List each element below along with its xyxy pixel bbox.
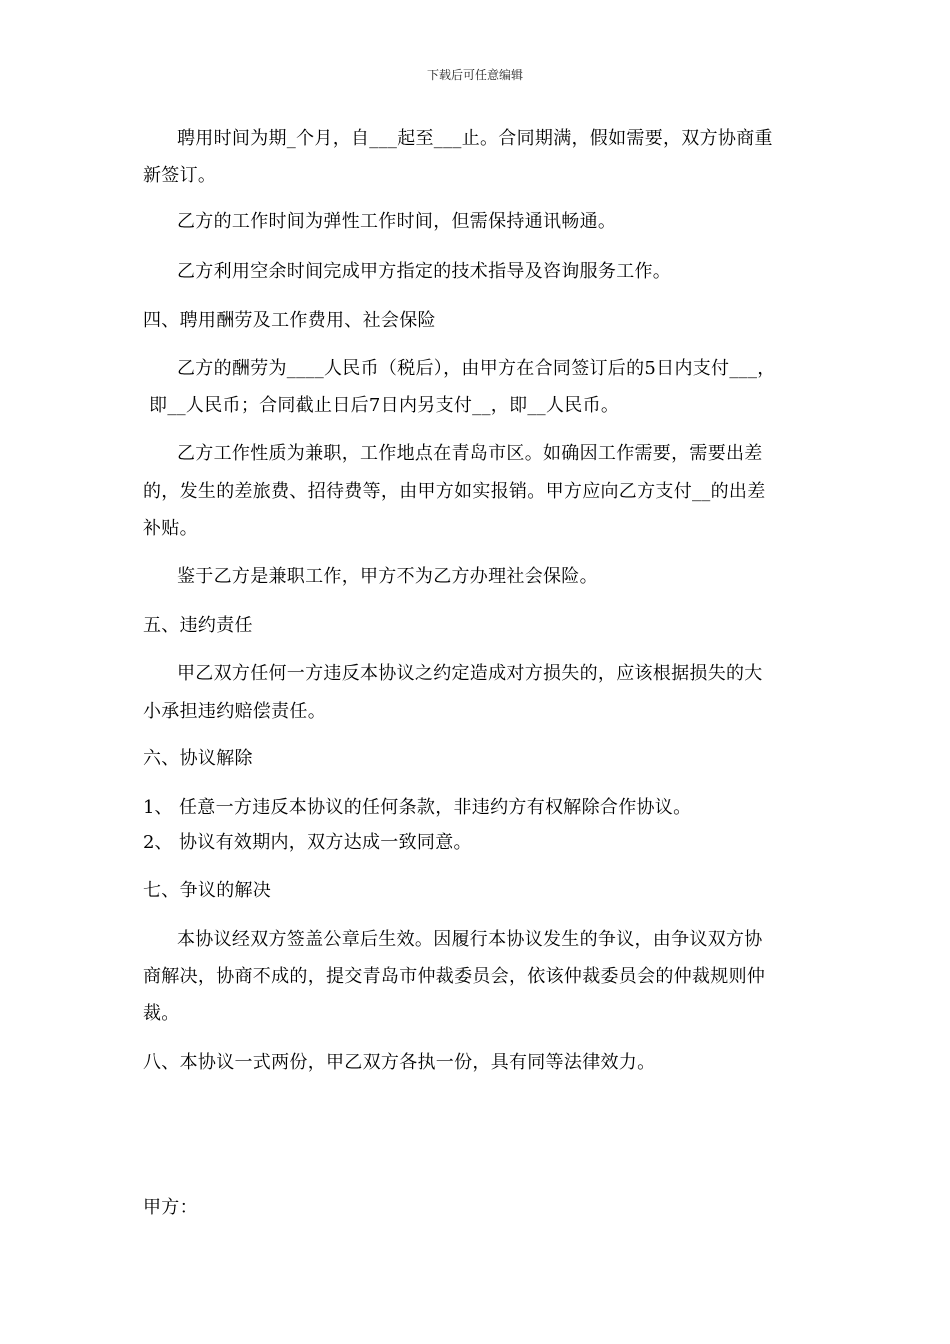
list-item-number: 1、 bbox=[143, 797, 173, 818]
paragraph-remuneration-line1: 乙方的酬劳为____人民币（税后），由甲方在合同签订后的5日内支付___， bbox=[177, 358, 776, 379]
paragraph-dispute-line2: 商解决，协商不成的，提交青岛市仲裁委员会，依该仲裁委员会的仲裁规则仲 bbox=[143, 966, 766, 987]
party-a-signature-label: 甲方： bbox=[143, 1197, 198, 1218]
section-heading-5: 五、违约责任 bbox=[143, 615, 253, 636]
list-item-text: 协议有效期内，双方达成一致同意。 bbox=[179, 832, 472, 853]
paragraph-work-nature-line3: 补贴。 bbox=[143, 518, 198, 539]
section-heading-4: 四、聘用酬劳及工作费用、社会保险 bbox=[143, 310, 436, 331]
page-header: 下载后可任意编辑 bbox=[426, 68, 523, 82]
paragraph-liability-line2: 小承担违约赔偿责任。 bbox=[143, 701, 326, 722]
paragraph-liability-line1: 甲乙双方任何一方违反本协议之约定造成对方损失的，应该根据损失的大 bbox=[177, 663, 763, 684]
list-item-number: 2、 bbox=[143, 832, 173, 853]
list-item-text: 任意一方违反本协议的任何条款，非违约方有权解除合作协议。 bbox=[179, 797, 692, 818]
paragraph-remuneration-line2: 即__人民币；合同截止日后7日内另支付__，即__人民币。 bbox=[143, 395, 620, 416]
paragraph-working-hours: 乙方的工作时间为弹性工作时间，但需保持通讯畅通。 bbox=[177, 211, 617, 232]
paragraph-spare-time-work: 乙方利用空余时间完成甲方指定的技术指导及咨询服务工作。 bbox=[177, 261, 672, 282]
paragraph-social-insurance: 鉴于乙方是兼职工作，甲方不为乙方办理社会保险。 bbox=[177, 566, 598, 587]
paragraph-term-line1: 聘用时间为期_个月，自___起至___止。合同期满，假如需要，双方协商重 bbox=[177, 128, 773, 149]
section-heading-8: 八、本协议一式两份，甲乙双方各执一份，具有同等法律效力。 bbox=[143, 1052, 656, 1073]
paragraph-dispute-line1: 本协议经双方签盖公章后生效。因履行本协议发生的争议，由争议双方协 bbox=[177, 929, 763, 950]
paragraph-dispute-line3: 裁。 bbox=[143, 1003, 180, 1024]
paragraph-work-nature-line1: 乙方工作性质为兼职，工作地点在青岛市区。如确因工作需要，需要出差 bbox=[177, 443, 763, 464]
paragraph-work-nature-line2: 的，发生的差旅费、招待费等，由甲方如实报销。甲方应向乙方支付__的出差 bbox=[143, 481, 766, 502]
section-heading-7: 七、争议的解决 bbox=[143, 880, 272, 901]
section-heading-6: 六、协议解除 bbox=[143, 748, 253, 769]
paragraph-term-line2: 新签订。 bbox=[143, 165, 217, 186]
